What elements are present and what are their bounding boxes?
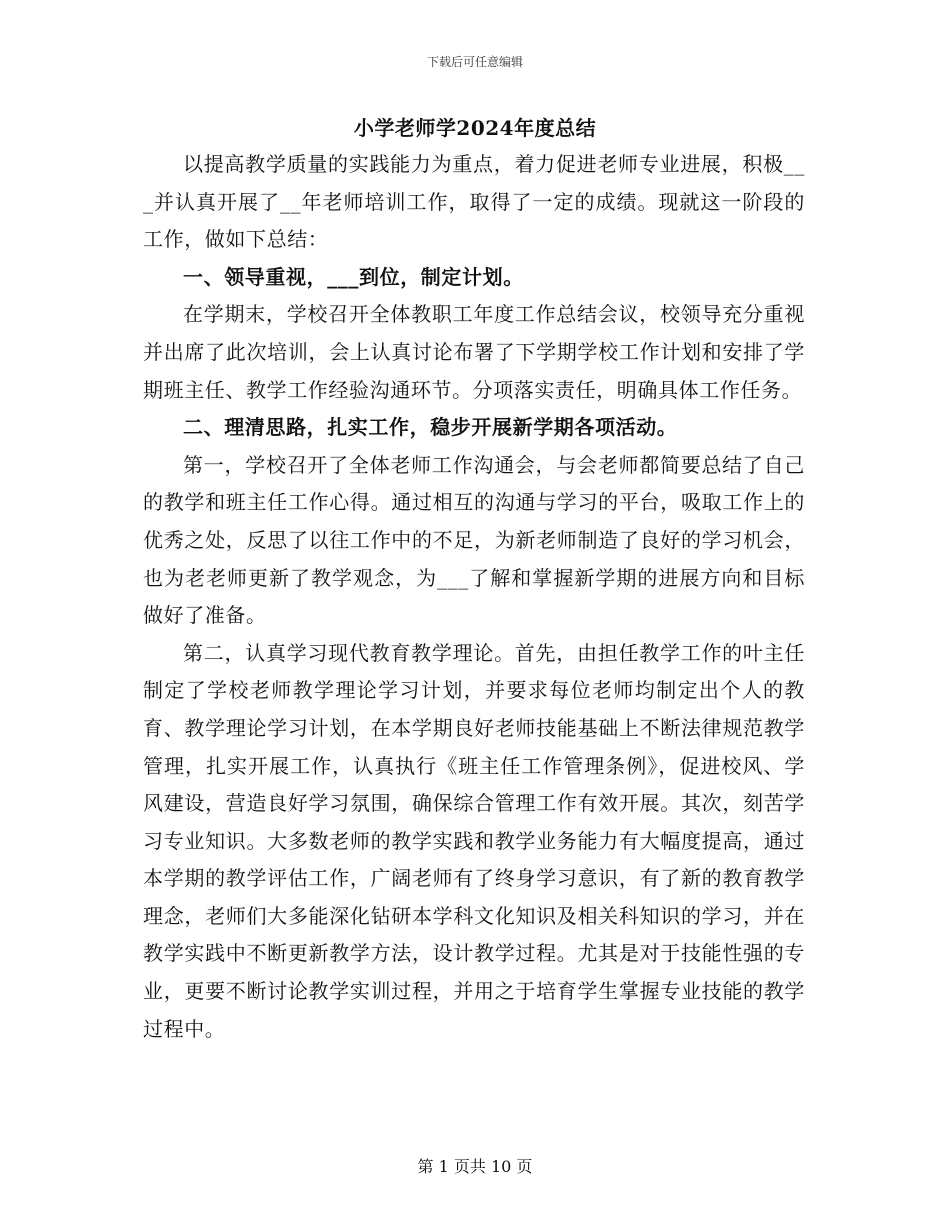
section-2-paragraph-2: 第二，认真学习现代教育教学理论。首先，由担任教学工作的叶主任制定了学校老师教学理论学习计划，并要求每位老师均制定出个人的教育、教学理论学习计划，在本学期良好老师技能基础上不断法律规范教学管理，扎实开展工作，认真执行《班主任工作管理条例》，促进校风、学风建设，营造良好学习氛围，确保综合管理工作有效开展。其次，刻苦学习专业知识。大多数老师的教学实践和教学业务能力有大幅度提高，通过本学期的教学评估工作，广阔老师有了终身学习意识，有了新的教育教学理念，老师们大多能深化钻研本学科文化知识及相关科知识的学习，并在教学实践中不断更新教学方法，设计教学过程。尤其是对于技能性强的专业，更要不断讨论教学实训过程，并用之于培育学生掌握专业技能的教学过程中。: [143, 640, 805, 1041]
section-2-paragraph-1: 第一，学校召开了全体老师工作沟通会，与会老师都简要总结了自己的教学和班主任工作心得。通过相互的沟通与学习的平台，吸取工作上的优秀之处，反思了以往工作中的不足，为新老师制造了良好的学习机会，也为老老师更新了教学观念，为___了解和掌握新学期的进展方向和目标做好了准备。: [143, 452, 805, 628]
section-heading-1: 一、领导重视，___到位，制定计划。: [183, 264, 524, 289]
document-body: [143, 146, 805, 1048]
section-heading-2: 二、理清思路，扎实工作，稳步开展新学期各项活动。: [183, 415, 678, 440]
section-1-paragraph: 在学期末，学校召开全体教职工年度工作总结会议，校领导充分重视并出席了此次培训，会上认真讨论布署了下学期学校工作计划和安排了学期班主任、教学工作经验沟通环节。分项落实责任，明确具体工作任务。: [143, 302, 805, 402]
page-header: 下载后可任意编辑: [426, 55, 523, 69]
document-title: 小学老师学2024年度总结: [353, 116, 597, 140]
page-number: 第 1 页共 10 页: [417, 1157, 533, 1176]
intro-paragraph: 以提高教学质量的实践能力为重点，着力促进老师专业进展，积极___并认真开展了__年老师培训工作，取得了一定的成绩。现就这一阶段的工作，做如下总结：: [143, 152, 805, 252]
